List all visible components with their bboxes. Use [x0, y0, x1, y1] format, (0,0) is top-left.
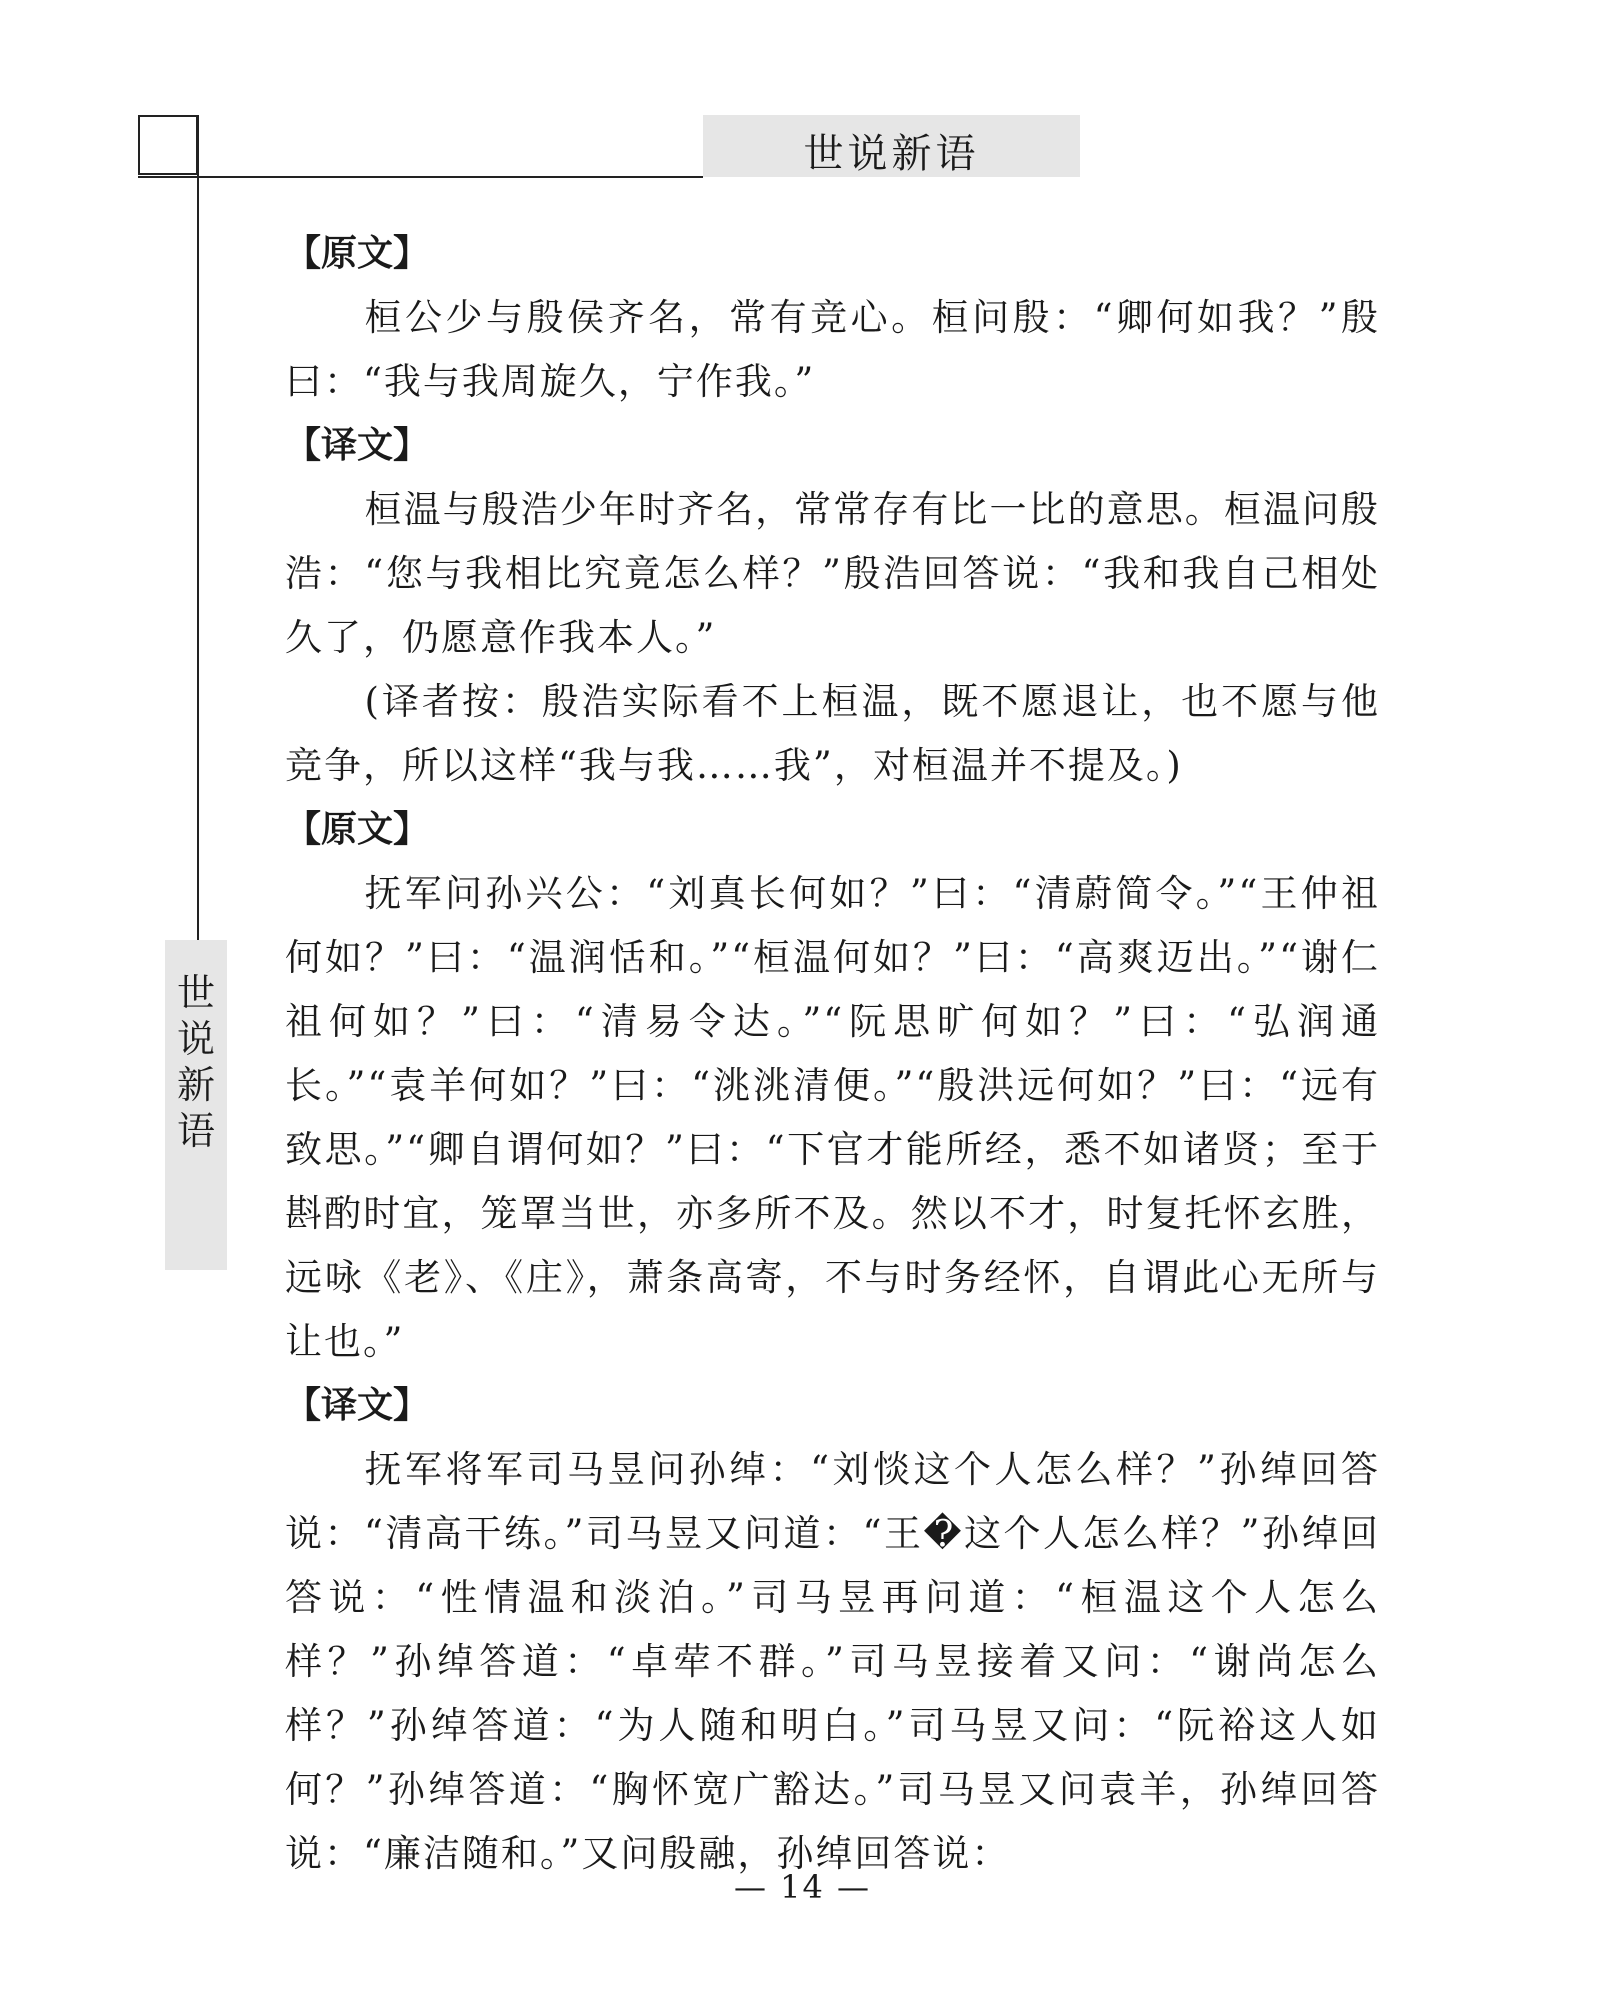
body-paragraph: 抚军将军司马昱问孙绰：“刘惔这个人怎么样？”孙绰回答说：“清高干练。”司马昱又问道：“王�这个人怎么样？”孙绰回答说：“性情温和淡泊。”司马昱再问道：“桓温这个人怎么样？”孙绰答道：“卓荦不群。”司马昱接着又问：“谢尚怎么样？”孙绰答道：“为人随和明白。”司马昱又问：“阮裕这人如何？”孙绰答道：“胸怀宽广豁达。”司马昱又问袁羊，孙绰回答说：“廉洁随和。”又问殷融，孙绰回答说： — [285, 1448, 1380, 1875]
body-paragraph: 桓公少与殷侯齐名，常有竞心。桓问殷：“卿何如我？”殷曰：“我与我周旋久，宁作我。” — [285, 296, 1380, 403]
running-header-title: 世说新语 — [803, 130, 980, 177]
side-tab — [165, 940, 227, 1270]
section-heading: 【原文】 — [285, 809, 430, 850]
margin-rule — [197, 115, 199, 940]
side-tab-char: 语 — [176, 1109, 215, 1153]
section-heading: 【译文】 — [285, 425, 430, 466]
running-header — [703, 115, 1080, 177]
section-heading: 【译文】 — [285, 1385, 430, 1426]
side-tab-char: 新 — [176, 1063, 215, 1107]
body-paragraph: 桓温与殷浩少年时齐名，常常存有比一比的意思。桓温问殷浩：“您与我相比究竟怎么样？”殷浩回答说：“我和我自己相处久了，仍愿意作我本人。” — [285, 488, 1380, 659]
corner-frame-box — [138, 115, 198, 175]
side-tab-char: 说 — [176, 1017, 215, 1061]
header-rule — [138, 176, 703, 178]
body-paragraph: 抚军问孙兴公：“刘真长何如？”曰：“清蔚简令。”“王仲祖何如？”曰：“温润恬和。”“桓温何如？”曰：“高爽迈出。”“谢仁祖何如？”曰：“清易令达。”“阮思旷何如？”曰：“弘润通长。”“袁羊何如？”曰：“洮洮清便。”“殷洪远何如？”曰：“远有致思。”“卿自谓何如？”曰：“下官才能所经，悉不如诸贤；至于斟酌时宜，笼罩当世，亦多所不及。然以不才，时复托怀玄胜，远咏《老》、《庄》，萧条高寄，不与时务经怀，自谓此心无所与让也。” — [285, 872, 1380, 1363]
section-heading: 【原文】 — [285, 233, 430, 274]
page-body — [285, 222, 1380, 1886]
translator-note: (译者按：殷浩实际看不上桓温，既不愿退让，也不愿与他竞争，所以这样“我与我……我”，对桓温并不提及。) — [285, 680, 1380, 787]
page-number: — 14 — — [733, 1868, 872, 1906]
page-footer — [0, 1868, 1605, 1906]
side-tab-char: 世 — [176, 971, 215, 1015]
